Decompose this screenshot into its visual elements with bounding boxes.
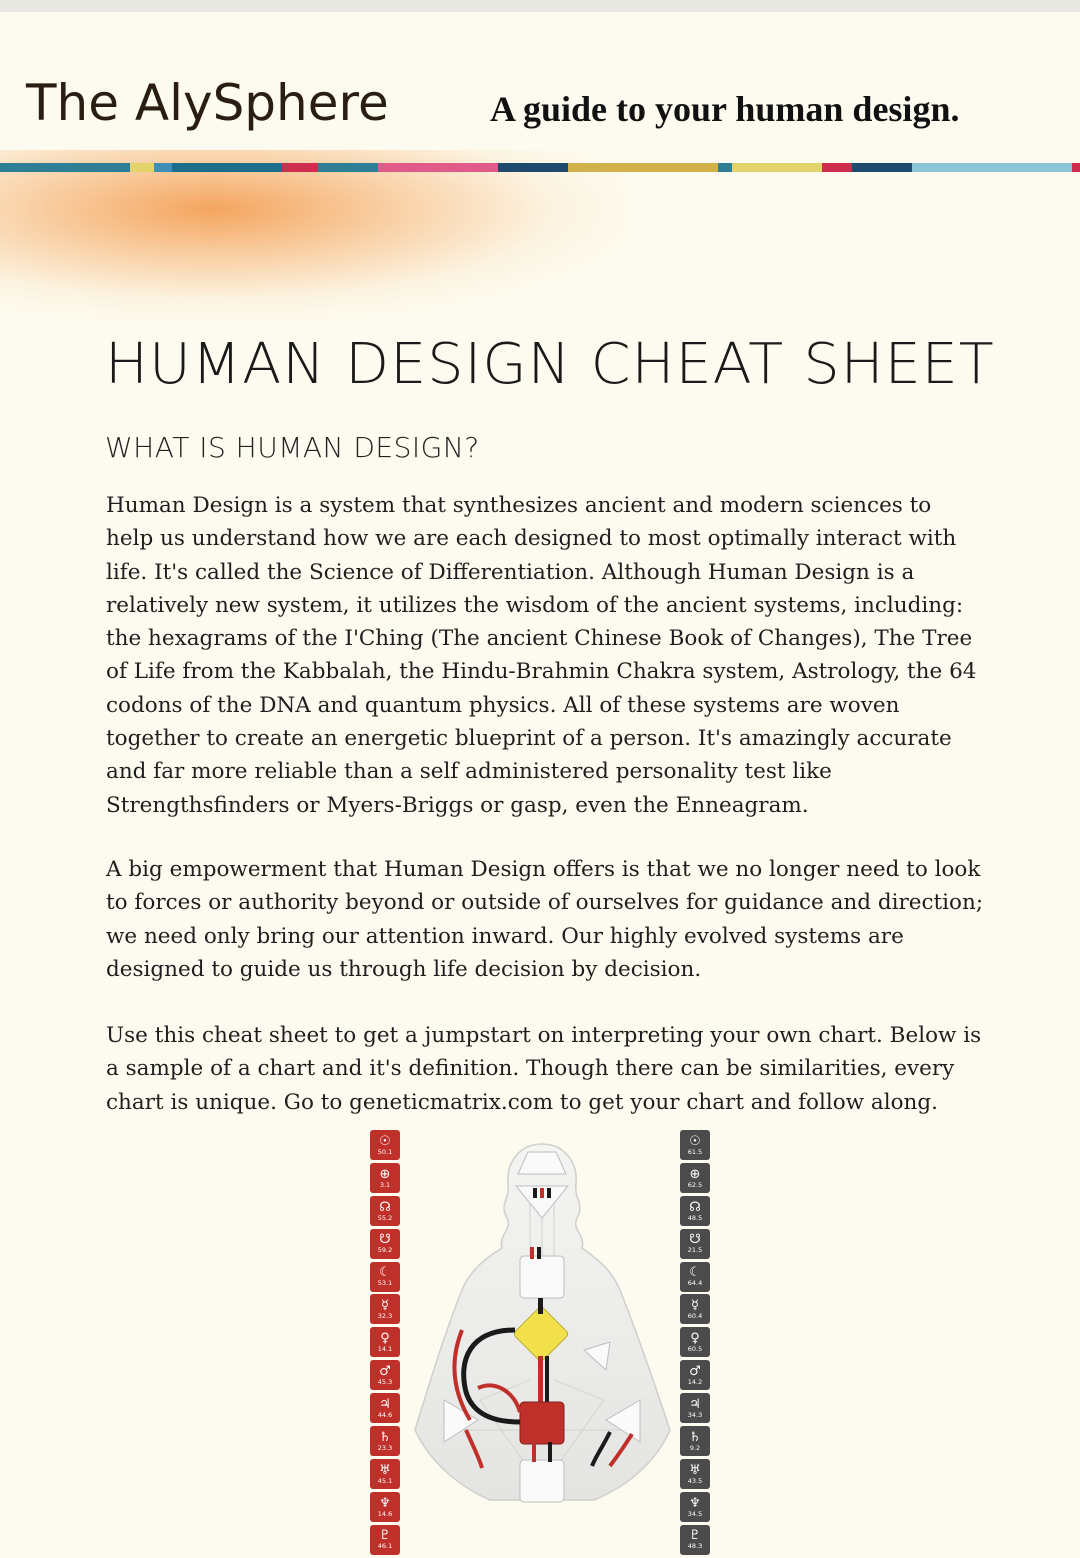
color-stripe-divider xyxy=(0,163,1080,172)
gate-number: 59.2 xyxy=(377,1246,393,1255)
stripe-segment xyxy=(0,163,130,172)
gate-number: 9.2 xyxy=(689,1443,701,1452)
gate-number: 64.4 xyxy=(687,1279,703,1288)
gate-number: 34.3 xyxy=(687,1410,703,1419)
planet-symbol-icon: ♃ xyxy=(689,1396,701,1412)
planet-symbol-icon: ♀ xyxy=(690,1331,700,1347)
planet-symbol-icon: ☾ xyxy=(689,1265,701,1281)
planet-symbol-icon: ♆ xyxy=(689,1495,701,1511)
site-tagline: A guide to your human design. xyxy=(490,89,960,129)
gate-number: 44.6 xyxy=(377,1410,393,1419)
gate-number: 48.3 xyxy=(687,1542,703,1551)
planet-symbol-icon: ☉ xyxy=(689,1133,701,1149)
planet-symbol-icon: ⊕ xyxy=(689,1166,701,1182)
stripe-segment xyxy=(852,163,912,172)
intro-paragraph: Human Design is a system that synthesizes ancient and modern sciences to help us understand how we are each designed to most optimally interact with life. It's called the Science of Differentiation. Although Human Design is a relatively new system, it utilizes the wisdom of the ancient systems, including: the hexagrams of the I'Ching (The ancient Chinese Book of Changes), The Tree of Life from the Kabbalah, the Hindu-Brahmin Chakra system, Astrology, the 64 codons of the DNA and quantum physics. All of these systems are woven together to create an energetic blueprint of a person. It's amazingly accurate and far more reliable than a self administered personality test like Strengthsfinders or Myers-Briggs or gasp, even the Enneagram. xyxy=(106,493,977,818)
stripe-segment xyxy=(318,163,378,172)
gate-number: 43.5 xyxy=(687,1476,703,1485)
section-heading: WHAT IS HUMAN DESIGN? xyxy=(105,431,480,464)
stripe-segment xyxy=(732,163,822,172)
gate-number: 55.2 xyxy=(377,1213,393,1222)
bodygraph xyxy=(370,1130,715,1522)
gate-number: 62.5 xyxy=(687,1180,703,1189)
gate-number: 50.1 xyxy=(377,1147,393,1156)
gate-number: 21.5 xyxy=(687,1246,703,1255)
gate-number: 60.5 xyxy=(687,1345,703,1354)
usage-paragraph: Use this cheat sheet to get a jumpstart on interpreting your own chart. Below is a sample of a chart and it's definition. Though there can be similarities, every chart is unique. Go to geneticmatrix.com to get your chart and follow along. xyxy=(106,1023,982,1115)
gate-number: 45.3 xyxy=(377,1377,393,1386)
stripe-segment xyxy=(498,163,568,172)
stripe-segment xyxy=(378,163,498,172)
bodygraph-chart xyxy=(370,1130,715,1551)
gate-number: 48.5 xyxy=(687,1213,703,1222)
gate-number: 14.2 xyxy=(687,1377,703,1386)
stripe-segment xyxy=(718,163,732,172)
orange-glow-decoration xyxy=(0,150,630,320)
stripe-segment xyxy=(912,163,1072,172)
planet-symbol-icon: ☿ xyxy=(691,1298,699,1314)
throat-center xyxy=(520,1256,564,1298)
page-title: HUMAN DESIGN CHEAT SHEET xyxy=(105,332,995,397)
gate-number: 34.5 xyxy=(687,1509,703,1518)
planet-symbol-icon: ♇ xyxy=(689,1528,701,1544)
stripe-segment xyxy=(1072,163,1080,172)
design-planet-activation xyxy=(370,1525,400,1555)
stripe-segment xyxy=(822,163,852,172)
planet-symbol-icon: ☋ xyxy=(379,1232,391,1248)
planet-symbol-icon: ♇ xyxy=(379,1528,391,1544)
gate-number: 23.3 xyxy=(377,1443,393,1452)
planet-symbol-icon: ☉ xyxy=(379,1133,391,1149)
planet-symbol-icon: ☋ xyxy=(689,1232,701,1248)
planet-symbol-icon: ♅ xyxy=(689,1462,701,1478)
empowerment-paragraph: A big empowerment that Human Design offers is that we no longer need to look to forces or authority beyond or outside of ourselves for guidance and direction; we need only bring our attention inward. Our highly evolved systems are designed to guide us through life decision by decision. xyxy=(106,857,984,982)
planet-symbol-icon: ☊ xyxy=(379,1199,391,1215)
planet-symbol-icon: ♄ xyxy=(379,1429,391,1445)
gate-number: 32.3 xyxy=(377,1312,393,1321)
sacral-center xyxy=(520,1402,564,1444)
stripe-segment xyxy=(130,163,154,172)
planet-symbol-icon: ♅ xyxy=(379,1462,391,1478)
gate-number: 14.6 xyxy=(377,1509,393,1518)
stripe-segment xyxy=(154,163,172,172)
planet-symbol-icon: ☿ xyxy=(381,1298,389,1314)
planet-symbol-icon: ☾ xyxy=(379,1265,391,1281)
planet-symbol-icon: ♆ xyxy=(379,1495,391,1511)
gate-number: 53.1 xyxy=(377,1279,393,1288)
ajna-gate-marks xyxy=(533,1188,551,1198)
site-logo[interactable]: The AlySphere xyxy=(26,74,389,132)
gate-number: 60.4 xyxy=(687,1312,703,1321)
planet-symbol-icon: ♀ xyxy=(380,1331,390,1347)
planet-symbol-icon: ☊ xyxy=(689,1199,701,1215)
planet-symbol-icon: ♄ xyxy=(689,1429,701,1445)
personality-planet-activation xyxy=(680,1525,710,1555)
stripe-segment xyxy=(568,163,718,172)
stripe-segment xyxy=(282,163,318,172)
gate-number: 61.5 xyxy=(687,1147,703,1156)
root-center xyxy=(520,1460,564,1502)
planet-symbol-icon: ♂ xyxy=(379,1363,391,1379)
gate-number: 14.1 xyxy=(377,1345,393,1354)
gate-number: 45.1 xyxy=(377,1476,393,1485)
stripe-segment xyxy=(172,163,282,172)
top-strip xyxy=(0,0,1080,12)
planet-symbol-icon: ⊕ xyxy=(379,1166,391,1182)
planet-symbol-icon: ♂ xyxy=(689,1363,701,1379)
planet-symbol-icon: ♃ xyxy=(379,1396,391,1412)
gate-number: 3.1 xyxy=(379,1180,391,1189)
gate-number: 46.1 xyxy=(377,1542,393,1551)
